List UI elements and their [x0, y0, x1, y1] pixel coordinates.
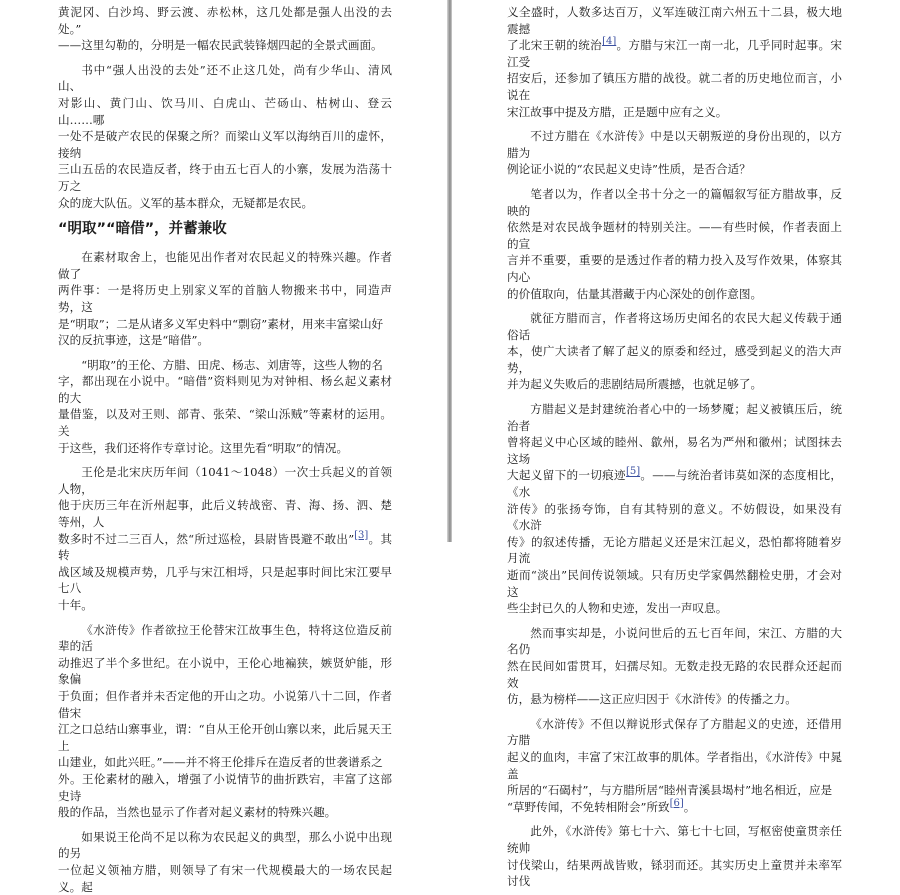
paragraph: 此外，《水浒传》第七十六、第七十七回，写枢密使童贯亲任统帅 讨伐梁山，结果两战皆败，铩羽而还。其实历史上童贯并未率军讨伐	[507, 824, 842, 889]
right-page	[452, 0, 900, 889]
paragraph: 然而事实却是，小说问世后的五七百年间，宋江、方腊的大名仍 然在民间如雷贯耳，妇孺尽知。无数走投无路的农民群众还起而效 仿，悬为榜样——这正应归因于《水浒传》的传播之力。	[507, 625, 842, 707]
footnote-link[interactable]: [3]	[354, 529, 369, 541]
paragraph	[507, 716, 842, 816]
paragraph-text: 。方腊与宋江一南一北，几乎同时起事。宋江受 招安后，还参加了镇压方腊的战役。就二者的历史地位而言，小说在 宋江故事中提及方腊，正是题中应有之义。	[507, 38, 842, 119]
footnote-link[interactable]: [5]	[625, 466, 641, 478]
paragraph-text: 王伦是北宋庆历年间（1041～1048）一次士兵起义的首领人物， 他于庆历三年在沂州起事，此后义转战密、青、海、扬、泗、楚等州，人 数多时不过二三百人，然“所过巡检，县尉皆畏避不敢出”	[58, 465, 392, 546]
paragraph-text: 。其转 战区域及规模声势，几乎与宋江相埒，只是起事时间比宋江要早七八 十年。	[58, 531, 392, 612]
paragraph: 黄泥冈、白沙坞、野云渡、赤松林，这几处都是强人出没的去处。” ——这里勾勒的，分明是一幅农民武装锋烟四起的全景式画面。	[58, 5, 392, 53]
paragraph-text: 。——与统治者讳莫如深的态度相比，《水 浒传》的张扬夸饰，自有其特别的意义。不妨假设，如果没有《水浒 传》的叙述传播，无论方腊起义还是宋江起义，恐怕都将随着岁月流 逝而“淡出”民间传说领域。只有历史学家偶然翻检史册，才会对这 些尘封已久的人物和史迹，发出一声叹息。	[507, 468, 842, 616]
paragraph	[58, 464, 392, 613]
paragraph: 在素材取舍上，也能见出作者对农民起义的特殊兴趣。作者做了 两件事：一是将历史上别家义军的首脑人物搬来书中，同造声势，这 是“明取”；二是从诸多义军史料中“剽窃”素材，用来丰富梁山好 汉的反抗事迹，这是“暗借”。	[58, 250, 392, 348]
paragraph: 就征方腊而言，作者将这场历史闻名的农民大起义传载于通俗话 本，使广大读者了解了起义的原委和经过，感受到起义的浩大声势， 并为起义失败后的悲剧结局所震撼，也就足够了。	[507, 311, 842, 392]
paragraph: “明取”的王伦、方腊、田虎、杨志、刘唐等，这些人物的名 字，都出现在小说中。“暗借”资料则见为对钟相、杨幺起义素材的大 量借鉴，以及对王则、部青、张荣、“梁山泺贼”等素材的运用。关 于这些，我们还将作专章讨论。这里先看“明取”的情况。	[58, 357, 392, 455]
paragraph-text: 义全盛时，人数多达百万，义军连破江南六州五十二县，极大地震撼 了北宋王朝的统治	[507, 5, 842, 53]
paragraph-text: 。	[683, 799, 696, 814]
paragraph: 不过方腊在《水浒传》中是以天朝叛逆的身份出现的，以方腊为 例论证小说的“农民起义史诗”性质，是否合适？	[507, 129, 842, 177]
footnote-link[interactable]: [4]	[602, 36, 617, 48]
paragraph: 如果说王伦尚不足以称为农民起义的典型，那么小说中出现的另 一位起义领袖方腊，则领导了有宋一代规模最大的一场农民起义。起	[58, 829, 392, 894]
paragraph-text: 《水浒传》不但以辩说形式保存了方腊起义的史迹，还借用方腊 起义的血肉，丰富了宋江故事的肌体。学者指出，《水浒传》中晁盖 所居的“石碣村”，与方腊所居“睦州青溪县堨村”地名相近，应是 “草野传闻，不免转相附会”所致	[507, 716, 842, 814]
paragraph	[507, 401, 842, 617]
paragraph-text: 方腊起义是封建统治者心中的一场梦魇；起义被镇压后，统治者 曾将起义中心区域的睦州、歙州，易名为严州和徽州；试图抹去这场 大起义留下的一切痕迹	[507, 402, 842, 483]
paragraph: 笔者以为，作者以全书十分之一的篇幅叙写征方腊故事，反映的 依然是对农民战争题材的特别关注。——有些时候，作者表面上的宣 言并不重要，重要的是透过作者的精力投入及写作效果，体察其内心 的价值取向，估量其潜藏于内心深处的创作意图。	[507, 186, 842, 301]
footnote-link[interactable]: [6]	[669, 797, 684, 809]
paragraph: 书中“强人出没的去处”还不止这几处，尚有少华山、清风山、 对影山、黄门山、饮马川、白虎山、芒砀山、枯树山、登云山……哪 一处不是破产农民的保聚之所？而梁山义军以海纳百川的虚怀，接纳 三山五岳的农民造反者，终于由五七百人的小寨，发展为浩荡十万之 众的庞大队伍。义军的基本群众，无疑都是农民。	[58, 62, 392, 210]
paragraph: 《水浒传》作者欲拉王伦替宋江故事生色，特将这位造反前辈的活 动推迟了半个多世纪。在小说中，王伦心地褊狭，嫉贤妒能，形象偏 于负面；但作者并未否定他的开山之功。小说第八十二回，作者借宋 江之口总结山寨事业，谓：“自从王伦开创山寨以来，此后晁天王上 山建业，如此兴旺。”——并不将王伦排斥在造反者的世袭谱系之 外。王伦素材的融入，增强了小说情节的曲折跌宕，丰富了这部史诗 般的作品，当然也显示了作者对起义素材的特殊兴趣。	[58, 622, 392, 820]
left-page	[0, 0, 447, 894]
section-heading: “明取”“暗借”，并蓄兼收	[58, 221, 227, 238]
paragraph	[507, 4, 842, 120]
